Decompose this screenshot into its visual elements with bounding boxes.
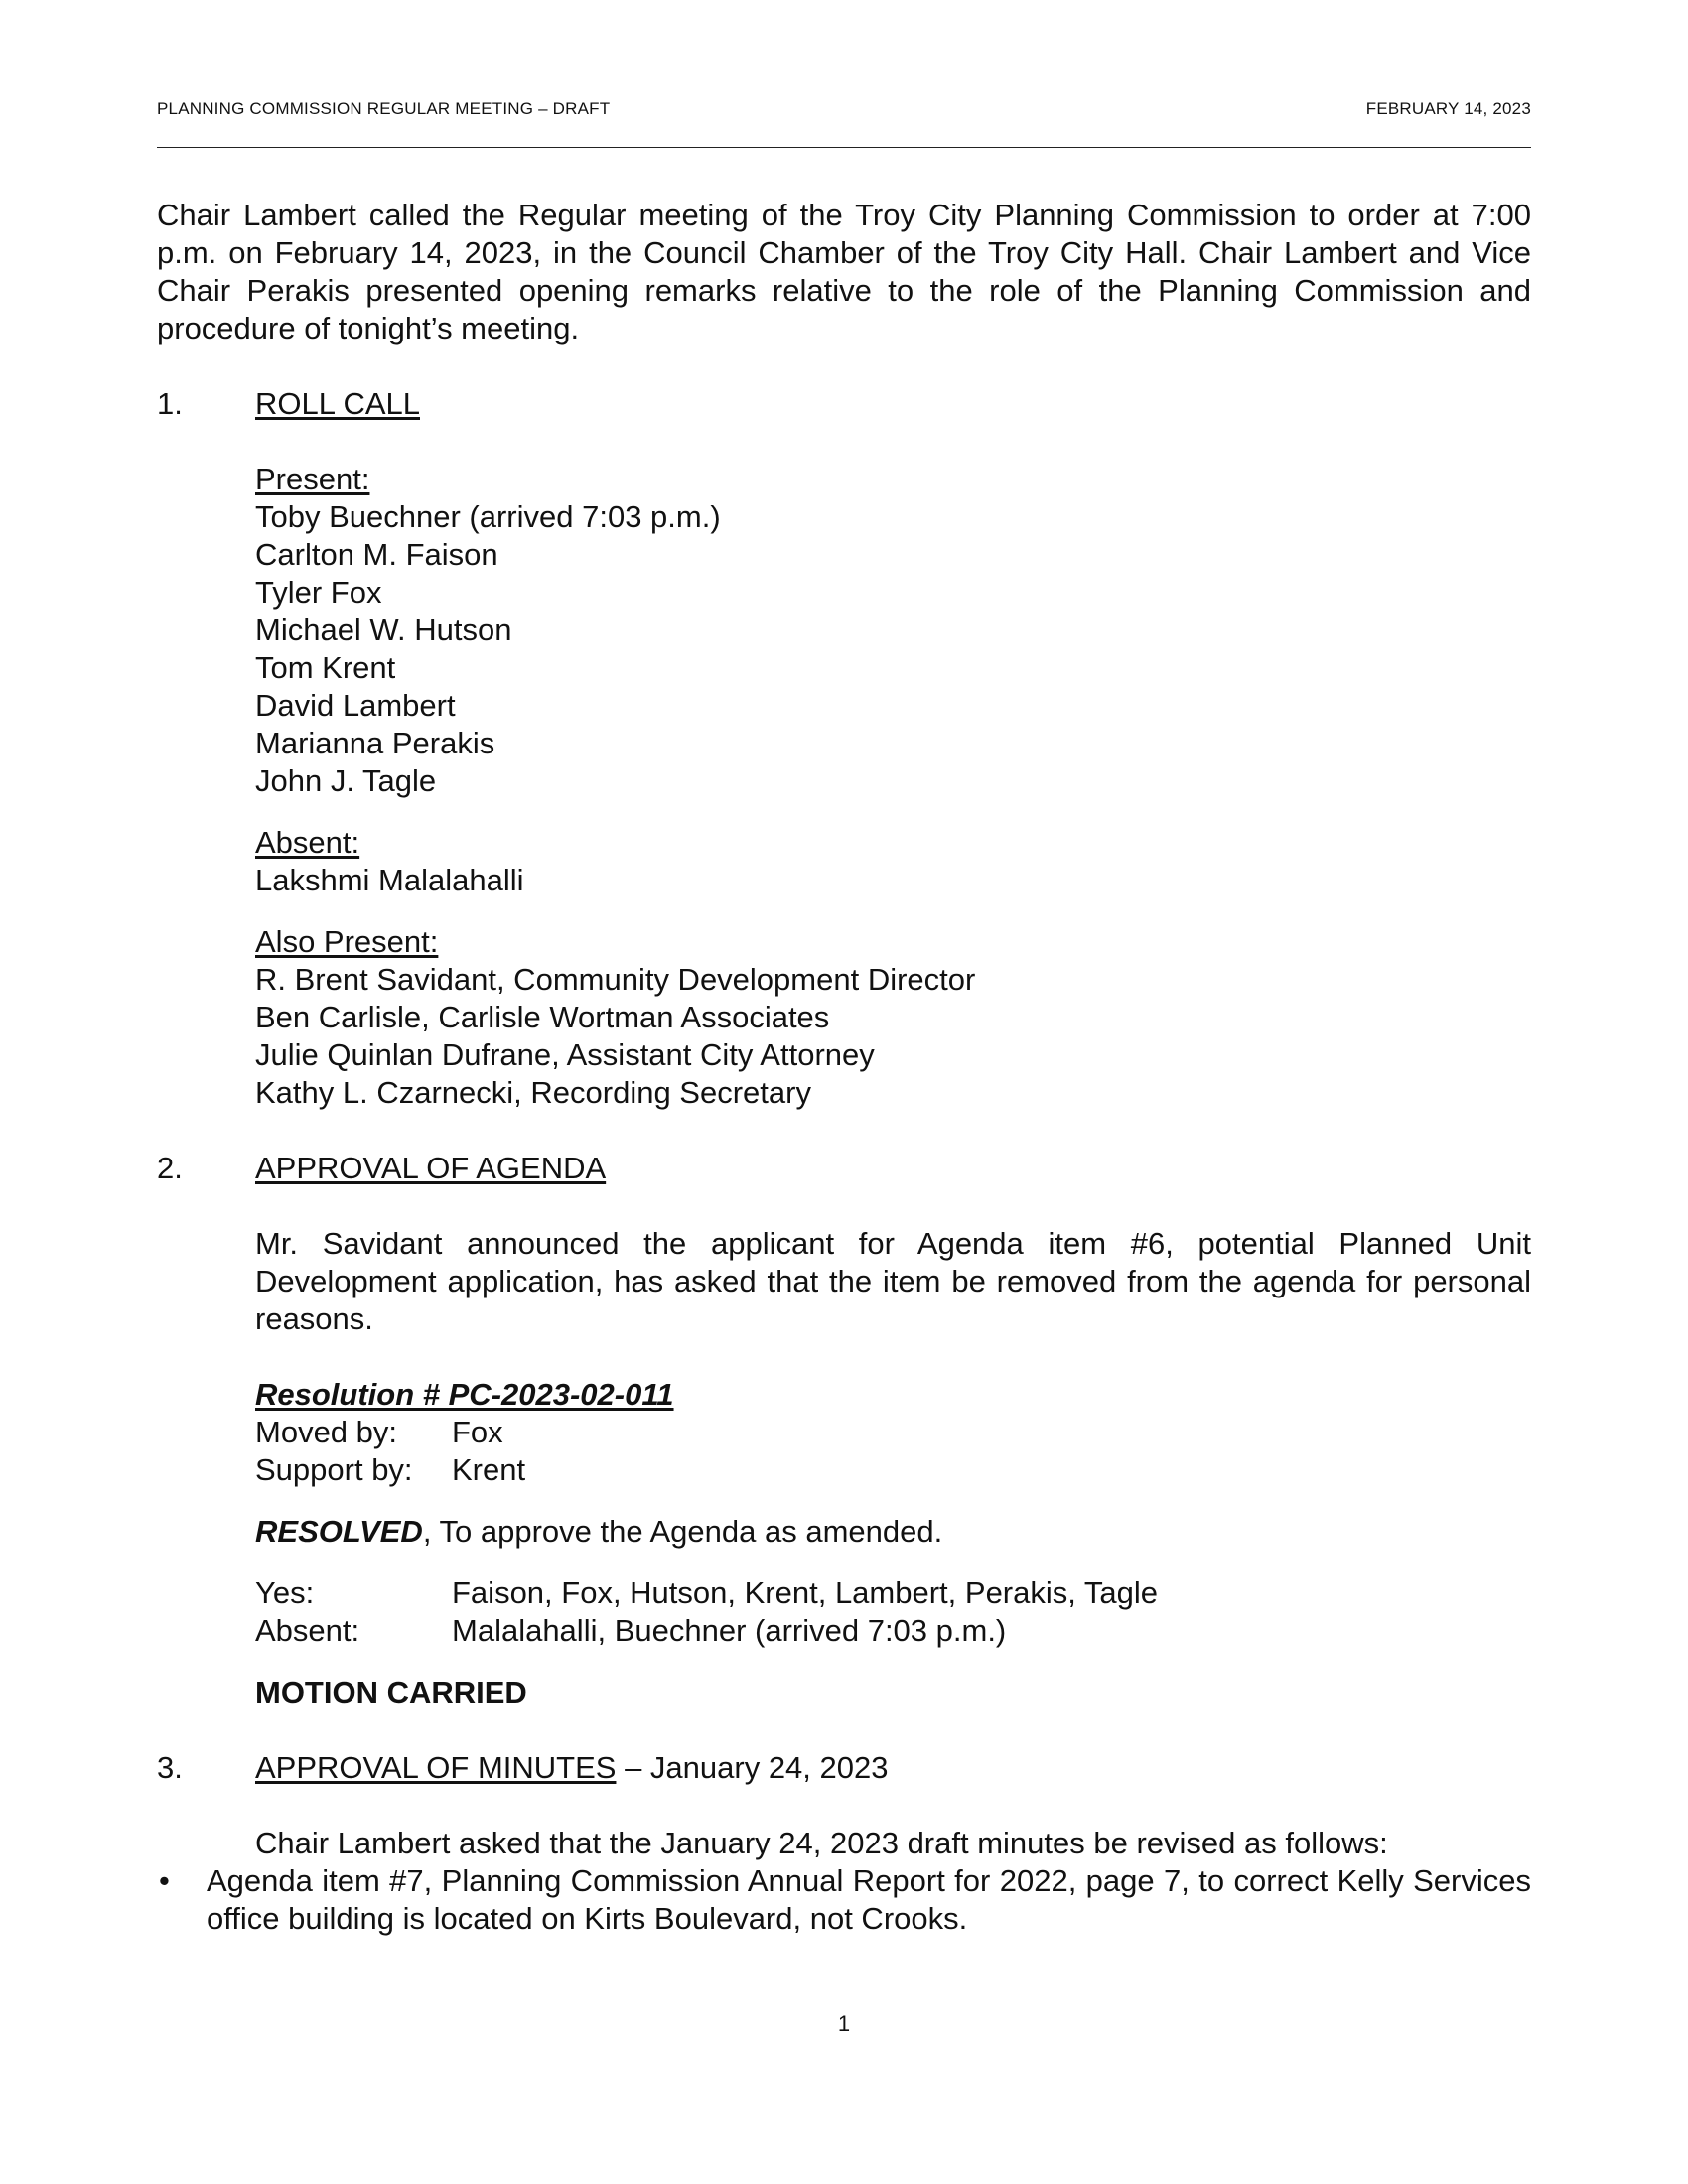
absent-label: Absent: <box>255 825 360 860</box>
also-present-person: R. Brent Savidant, Community Development Director <box>255 962 976 997</box>
present-block <box>255 461 1531 800</box>
section-approval-of-minutes <box>157 1749 1531 1787</box>
page-number: 1 <box>837 2011 851 2036</box>
section-number: 1. <box>157 386 183 421</box>
vote-yes-label: Yes: <box>255 1575 315 1610</box>
present-list <box>255 498 1531 800</box>
section-title: APPROVAL OF MINUTES <box>255 1750 617 1785</box>
resolution-title: Resolution # PC-2023-02-011 <box>255 1377 674 1412</box>
minutes-paragraph: Chair Lambert asked that the January 24, 2023 draft minutes be revised as follows: <box>255 1826 1388 1860</box>
minutes-revision-list <box>157 1862 1531 1938</box>
agenda-paragraph: Mr. Savidant announced the applicant for Agenda item #6, potential Planned Unit Development application, has asked that the item be removed from the agenda for personal reasons. <box>255 1226 1531 1336</box>
header-divider <box>157 147 1531 148</box>
section-approval-of-agenda <box>157 1150 1531 1187</box>
header-meeting-title: PLANNING COMMISSION REGULAR MEETING – DRAFT <box>157 99 611 118</box>
vote-absent-row <box>255 1612 1531 1650</box>
document-body <box>157 197 1531 1938</box>
section-number: 3. <box>157 1750 183 1785</box>
present-member: Tyler Fox <box>255 575 382 610</box>
also-present-person: Julie Quinlan Dufrane, Assistant City Attorney <box>255 1037 875 1072</box>
support-by-label: Support by: <box>255 1452 413 1487</box>
present-member: Michael W. Hutson <box>255 613 512 647</box>
absent-member: Lakshmi Malalahalli <box>255 863 524 897</box>
section-title: ROLL CALL <box>255 386 420 421</box>
header-meeting-date: FEBRUARY 14, 2023 <box>1365 99 1531 118</box>
motion-result: MOTION CARRIED <box>255 1675 527 1709</box>
present-member: David Lambert <box>255 688 456 723</box>
support-by-row <box>255 1451 1531 1489</box>
also-present-block <box>255 923 1531 1112</box>
vote-yes-row <box>255 1574 1531 1612</box>
present-member: Tom Krent <box>255 650 396 685</box>
section-roll-call <box>157 385 1531 423</box>
vote-block <box>255 1574 1531 1650</box>
vote-absent-label: Absent: <box>255 1613 360 1648</box>
vote-absent-value: Malalahalli, Buechner (arrived 7:03 p.m.) <box>452 1613 1007 1648</box>
resolved-text: , To approve the Agenda as amended. <box>422 1514 943 1549</box>
section-title: APPROVAL OF AGENDA <box>255 1151 607 1185</box>
present-label: Present: <box>255 462 370 496</box>
section-number: 2. <box>157 1151 183 1185</box>
support-by-value: Krent <box>452 1452 526 1487</box>
also-present-person: Kathy L. Czarnecki, Recording Secretary <box>255 1075 811 1110</box>
minutes-date: – January 24, 2023 <box>616 1750 889 1785</box>
also-present-person: Ben Carlisle, Carlisle Wortman Associates <box>255 1000 830 1034</box>
resolved-statement <box>255 1513 1531 1551</box>
list-item: • Agenda item #7, Planning Commission Annual Report for 2022, page 7, to correct Kelly Services office building is located on Kirts Boulevard, not Crooks. <box>157 1862 1531 1938</box>
moved-by-row <box>255 1414 1531 1451</box>
resolved-keyword: RESOLVED <box>255 1514 423 1549</box>
vote-yes-value: Faison, Fox, Hutson, Krent, Lambert, Perakis, Tagle <box>452 1575 1159 1610</box>
moved-by-label: Moved by: <box>255 1415 398 1449</box>
present-member: Toby Buechner (arrived 7:03 p.m.) <box>255 499 721 534</box>
also-present-label: Also Present: <box>255 924 439 959</box>
absent-block <box>255 824 1531 899</box>
page-header <box>157 99 1531 119</box>
intro-paragraph: Chair Lambert called the Regular meeting of the Troy City Planning Commission to order at 7:00 p.m. on February 14, 2023, in the Council Chamber of the Troy City Hall. Chair Lambert and Vice Chair Perakis presented opening remarks relative to the role of the Planning Commission and procedure of tonight’s meeting. <box>157 198 1531 345</box>
resolution-block <box>255 1376 1531 1489</box>
present-member: John J. Tagle <box>255 763 437 798</box>
moved-by-value: Fox <box>452 1415 503 1449</box>
present-member: Marianna Perakis <box>255 726 495 760</box>
present-member: Carlton M. Faison <box>255 537 498 572</box>
